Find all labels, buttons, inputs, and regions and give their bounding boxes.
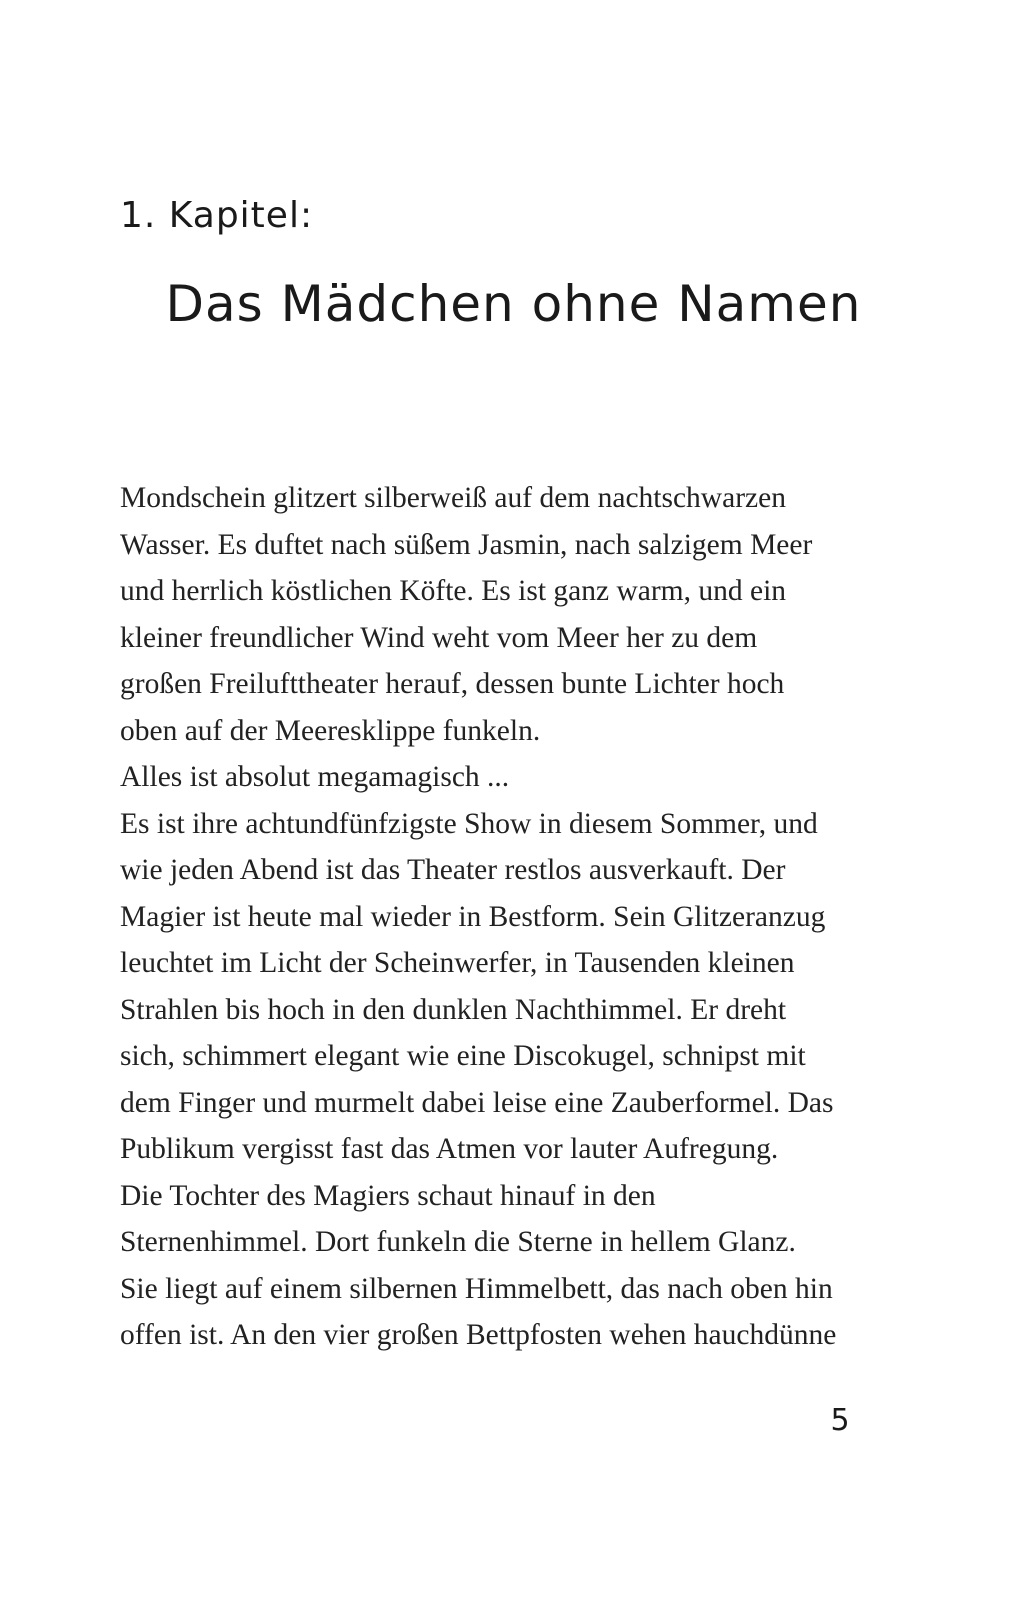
text-line: Strahlen bis hoch in den dunklen Nachthimmel. Er dreht (120, 993, 787, 1026)
chapter-label: 1. Kapitel: (120, 195, 314, 236)
text-line: Publikum vergisst fast das Atmen vor lauter Aufregung. (120, 1133, 779, 1165)
text-line: sich, schimmert elegant wie eine Discokugel, schnipst mit (120, 1040, 806, 1072)
page-number: 5 (830, 1403, 850, 1438)
chapter-body-text (120, 475, 910, 1359)
text-line: Es ist ihre achtundfünfzigste Show in diesem Sommer, und (120, 807, 818, 840)
text-line: und herrlich köstlichen Köfte. Es ist ganz warm, und ein (120, 575, 787, 607)
text-line: wie jeden Abend ist das Theater restlos ausverkauft. Der (120, 854, 786, 886)
text-line: großen Freilufttheater herauf, dessen bunte Lichter hoch (120, 668, 785, 700)
text-line: Magier ist heute mal wieder in Bestform. Sein Glitzeranzug (120, 900, 826, 933)
text-line: Sternenhimmel. Dort funkeln die Sterne in hellem Glanz. (120, 1226, 796, 1258)
text-line: kleiner freundlicher Wind weht vom Meer her zu dem (120, 621, 758, 654)
text-line: Wasser. Es duftet nach süßem Jasmin, nach salzigem Meer (120, 528, 813, 561)
text-line: dem Finger und murmelt dabei leise eine Zauberformel. Das (120, 1086, 834, 1119)
text-line: leuchtet im Licht der Scheinwerfer, in Tausenden kleinen (120, 947, 795, 979)
text-line: Mondschein glitzert silberweiß auf dem nachtschwarzen (120, 482, 786, 514)
text-line: offen ist. An den vier großen Bettpfosten wehen hauchdünne (120, 1319, 837, 1351)
text-line: Alles ist absolut megamagisch ... (120, 761, 510, 793)
chapter-title: Das Mädchen ohne Namen (165, 275, 862, 333)
text-line: Die Tochter des Magiers schaut hinauf in den (120, 1179, 656, 1212)
text-line: Sie liegt auf einem silbernen Himmelbett, das nach oben hin (120, 1272, 833, 1305)
text-line: oben auf der Meeresklippe funkeln. (120, 714, 541, 747)
